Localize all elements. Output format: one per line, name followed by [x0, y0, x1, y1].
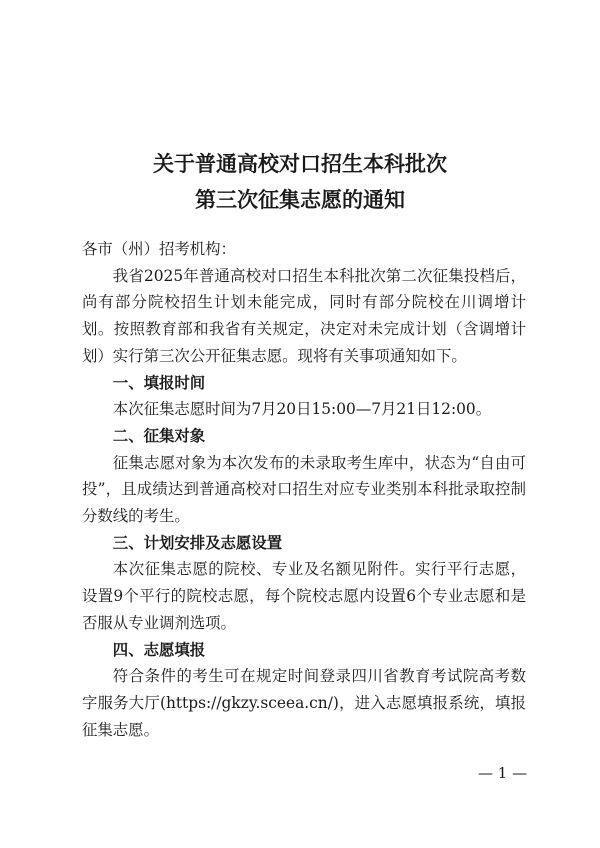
- salutation: 各市（州）招考机构：: [82, 240, 236, 258]
- document-title-line-1: 关于普通高校对口招生本科批次: [153, 152, 447, 176]
- intro-paragraph: 我省2025年普通高校对口招生本科批次第二次征集投档后，尚有部分院校招生计划未能完成，同时有部分院校在川调增计划。按照教育部和我省有关规定，决定对未完成计划（含调增计划）实行第三次公开征集志愿。现将有关事项通知如下。: [82, 266, 526, 365]
- section-heading-target: 二、征集对象: [112, 426, 206, 445]
- section-text-filling-time: 本次征集志愿时间为7月20日15:00—7月21日12:00。: [112, 400, 492, 419]
- section-text-application: 符合条件的考生可在规定时间登录四川省教育考试院高考数字服务大厅(https://gkzy.sceea.cn/)，进入志愿填报系统，填报征集志愿。: [82, 667, 526, 739]
- page-number: — 1 —: [478, 764, 528, 782]
- section-text-plan: 本次征集志愿的院校、专业及名额见附件。实行平行志愿，设置9个平行的院校志愿，每个院校志愿内设置6个专业志愿和是否服从专业调剂选项。: [82, 560, 526, 632]
- document-body: [82, 236, 526, 743]
- section-heading-application: 四、志愿填报: [112, 640, 206, 659]
- document-title-line-2: 第三次征集志愿的通知: [195, 188, 405, 212]
- section-heading-plan: 三、计划安排及志愿设置: [112, 533, 283, 552]
- section-heading-filling-time: 一、填报时间: [112, 373, 206, 392]
- section-text-target: 征集志愿对象为本次发布的未录取考生库中，状态为“自由可投”，且成绩达到普通高校对口招生对应专业类别本科批录取控制分数线的考生。: [82, 453, 526, 526]
